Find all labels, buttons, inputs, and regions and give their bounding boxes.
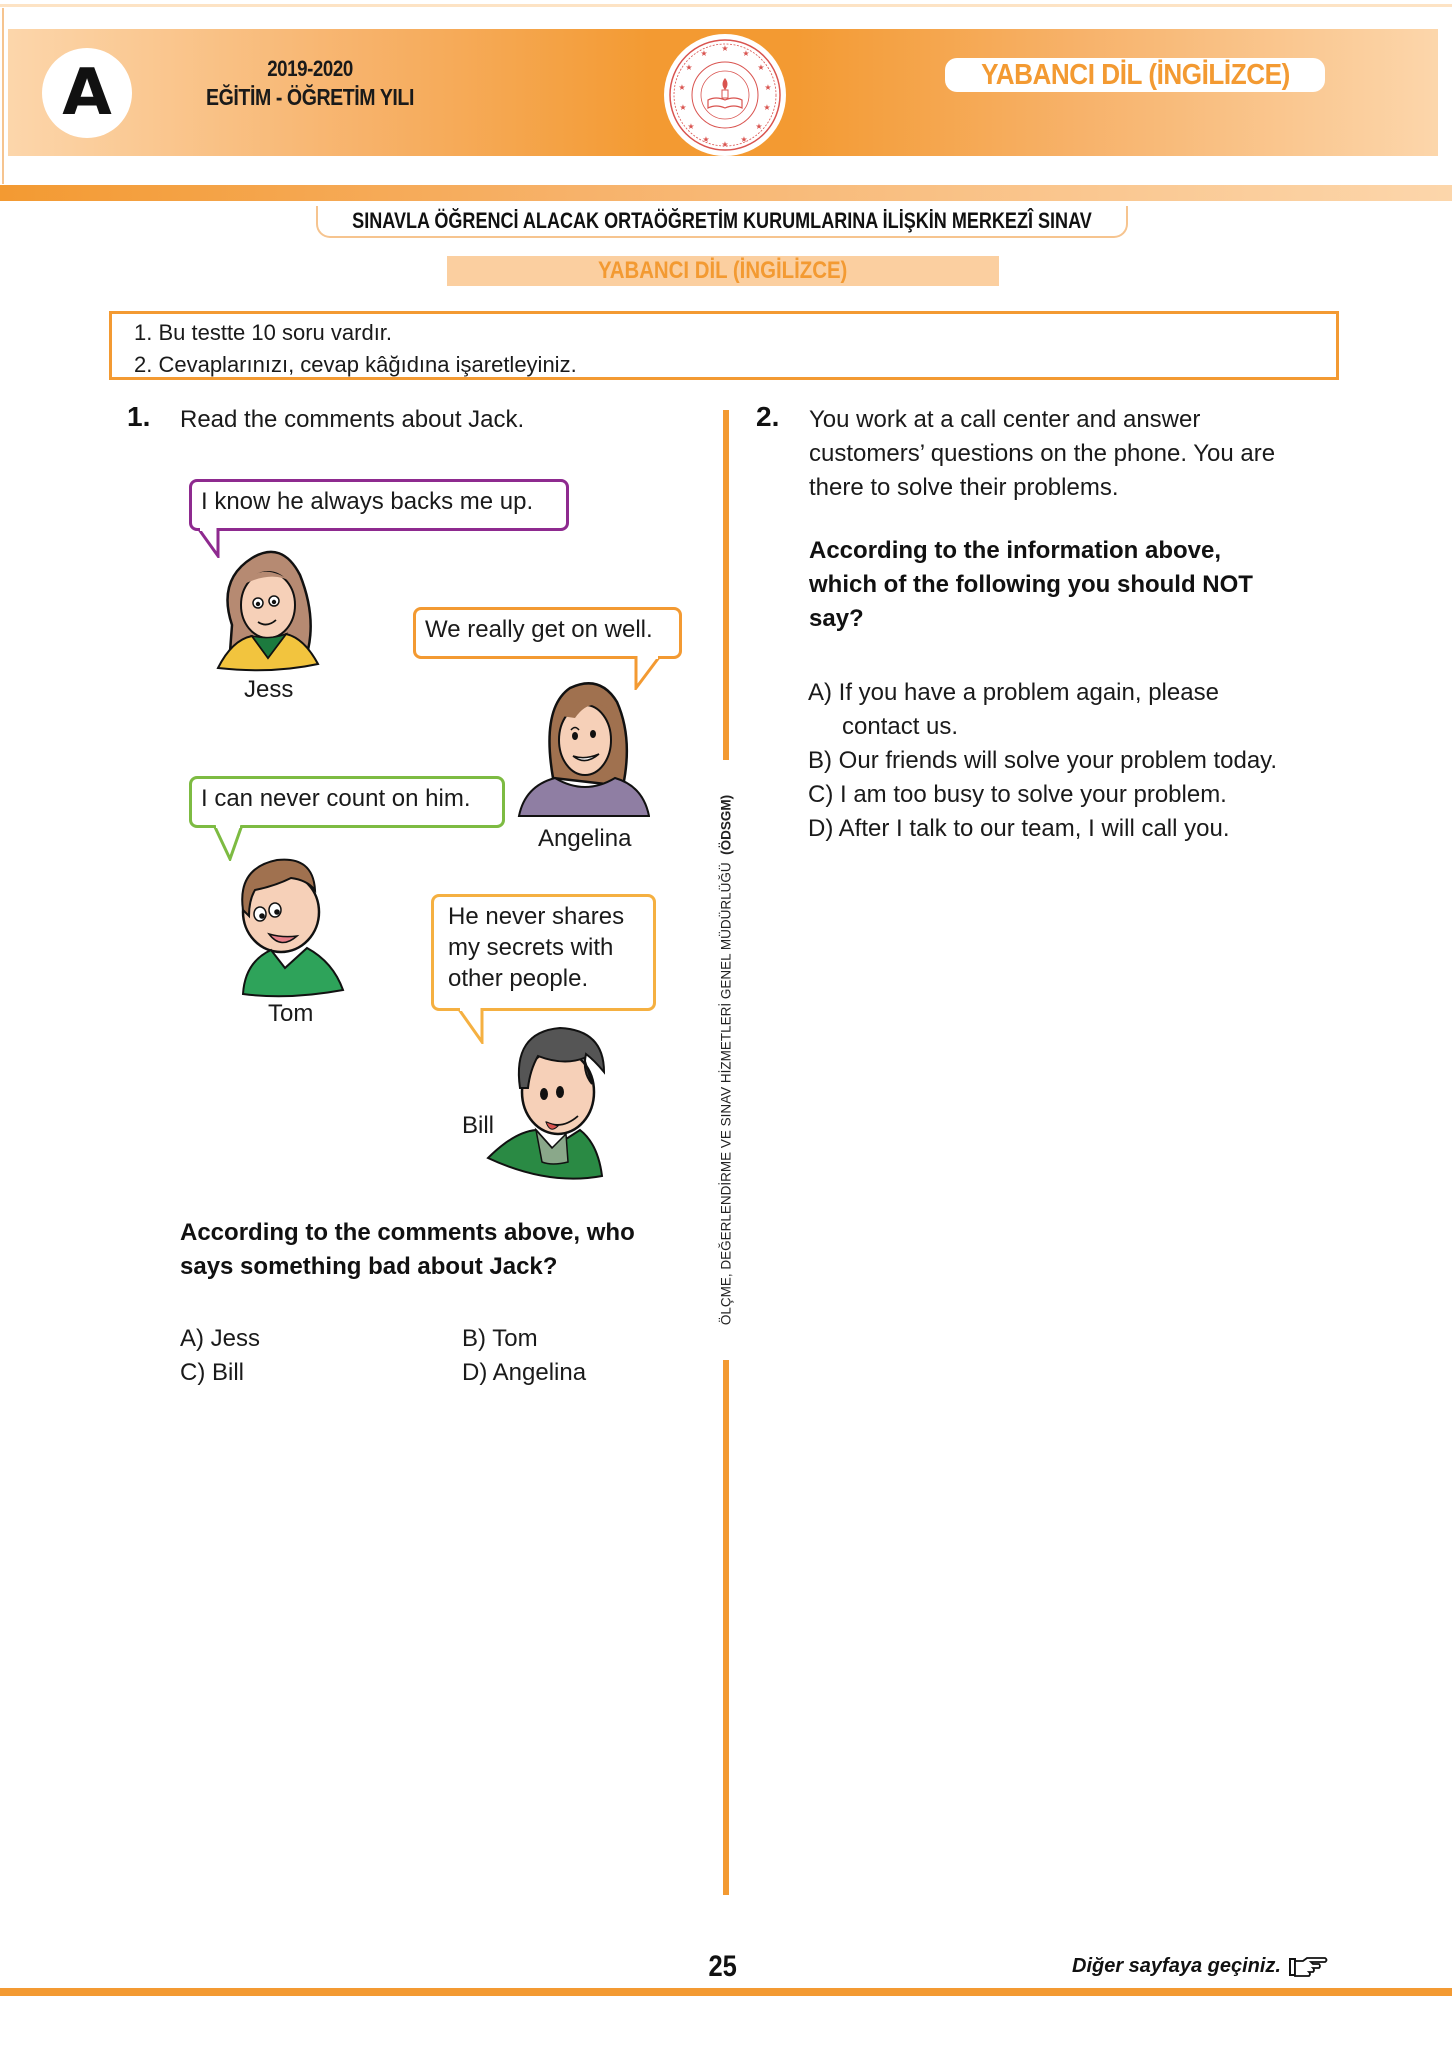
subject-pill-label: YABANCI DİL (İNGİLİZCE)	[980, 58, 1290, 91]
name-jess: Jess	[244, 676, 294, 703]
speech-bubble-jess	[189, 479, 569, 531]
option-text: Our friends will solve your problem today.	[838, 747, 1278, 774]
question-2-prompt	[809, 534, 1253, 636]
question-2-number: 2.	[756, 401, 780, 432]
option-key: A)	[808, 679, 832, 706]
question-1-number: 1.	[127, 401, 151, 432]
instruction-item: 1. Bu testte 10 soru vardır.	[134, 320, 393, 345]
prompt-line: According to the information above,	[809, 537, 1222, 564]
svg-text:★: ★	[702, 135, 710, 144]
name-angelina: Angelina	[538, 825, 632, 852]
option-key: C)	[808, 781, 834, 808]
footer-rule	[0, 1988, 1452, 1996]
option-key: B)	[462, 1325, 486, 1352]
question-2-stem	[809, 403, 1275, 505]
publisher-abbr: (ÖDSGM)	[718, 794, 734, 855]
option-text-cont: contact us.	[842, 713, 959, 740]
svg-text:★: ★	[685, 63, 693, 72]
column-divider	[723, 410, 729, 760]
prompt-line: which of the following you should NOT	[809, 571, 1253, 598]
option-key: A)	[180, 1325, 204, 1352]
bill-avatar-icon	[478, 1022, 623, 1184]
exam-title-text: SINAVLA ÖĞRENCİ ALACAK ORTAÖĞRETİM KURUMLARINA İLİŞKİN MERKEZÎ SINAV	[352, 208, 1092, 233]
option-text: Angelina	[492, 1359, 587, 1386]
q1-option-b[interactable]	[462, 1322, 538, 1356]
question-1-intro: Read the comments about Jack.	[180, 406, 525, 433]
option-text: I am too busy to solve your problem.	[840, 781, 1227, 808]
option-key: B)	[808, 747, 832, 774]
q1-option-a[interactable]	[180, 1322, 260, 1356]
option-text: If you have a problem again, please	[838, 679, 1219, 706]
option-text: After I talk to our team, I will call you.	[838, 815, 1230, 842]
option-text: Bill	[212, 1359, 245, 1386]
stem-line: customers’ questions on the phone. You are	[809, 440, 1276, 467]
instruction-item: 2. Cevaplarınızı, cevap kâğıdına işaretleyiniz.	[134, 352, 577, 377]
q1-option-d[interactable]	[462, 1356, 586, 1390]
question-1-prompt	[180, 1216, 635, 1284]
comment-bill-line: He never shares	[448, 903, 625, 930]
speech-bubble-bill	[431, 894, 656, 1011]
prompt-line: says something bad about Jack?	[180, 1253, 558, 1280]
page-number: 25	[708, 1950, 737, 1983]
angelina-avatar-icon	[515, 668, 650, 818]
option-key: C)	[180, 1359, 206, 1386]
svg-text:★: ★	[700, 49, 708, 58]
svg-text:★: ★	[764, 83, 772, 92]
header-underline	[0, 185, 1452, 201]
tom-avatar-icon	[215, 850, 350, 998]
svg-text:★: ★	[755, 122, 763, 131]
option-text: Tom	[492, 1325, 538, 1352]
q2-option-b[interactable]	[808, 744, 1277, 778]
svg-text:★: ★	[679, 103, 687, 112]
comment-bill-line: other people.	[448, 965, 589, 992]
comment-jess: I know he always backs me up.	[201, 488, 534, 515]
stem-line: You work at a call center and answer	[809, 406, 1201, 433]
academic-year-label: EĞİTİM - ÖĞRETİM YILI	[206, 84, 414, 110]
q1-option-c[interactable]	[180, 1356, 244, 1390]
svg-text:★: ★	[678, 83, 686, 92]
subject-pill	[945, 58, 1325, 92]
svg-text:★: ★	[721, 140, 729, 149]
ministry-seal-icon	[664, 34, 786, 156]
publisher-name: ÖLÇME, DEĞERLENDİRME VE SINAV HİZMETLERİ GENEL MÜDÜRLÜĞÜ	[718, 862, 734, 1326]
name-tom: Tom	[268, 1000, 314, 1027]
comment-bill-line: my secrets with	[448, 934, 614, 961]
booklet-type-badge: A	[42, 48, 132, 138]
prompt-line: According to the comments above, who	[180, 1219, 635, 1246]
prompt-line: say?	[809, 605, 864, 632]
q2-option-a[interactable]	[808, 676, 1219, 744]
speech-bubble-angelina	[413, 607, 682, 659]
jess-avatar-icon	[212, 540, 322, 672]
subject-bar-text: YABANCI DİL (İNGİLİZCE)	[598, 257, 848, 284]
stem-line: there to solve their problems.	[809, 474, 1119, 501]
comment-angelina: We really get on well.	[425, 616, 653, 643]
instructions-box	[109, 311, 1339, 380]
q2-option-d[interactable]	[808, 812, 1229, 846]
pointing-hand-icon	[1289, 1956, 1329, 1978]
exam-title	[316, 206, 1128, 238]
svg-text:★: ★	[757, 63, 765, 72]
option-text: Jess	[210, 1325, 261, 1352]
svg-text:★: ★	[763, 103, 771, 112]
name-bill: Bill	[462, 1112, 495, 1139]
academic-year	[160, 56, 460, 111]
option-key: D)	[808, 815, 834, 842]
q2-option-c[interactable]	[808, 778, 1227, 812]
column-divider	[723, 1360, 729, 1895]
top-rule	[0, 4, 1452, 7]
svg-text:★: ★	[687, 122, 695, 131]
year-label: 2019-2020	[267, 56, 353, 81]
next-page-text: Diğer sayfaya geçiniz.	[1072, 1955, 1281, 1977]
speech-bubble-tom	[189, 776, 505, 828]
subject-bar	[447, 256, 999, 286]
option-key: D)	[462, 1359, 488, 1386]
svg-text:★: ★	[742, 49, 750, 58]
publisher-vertical-label	[719, 795, 734, 1325]
next-page-hint[interactable]	[1072, 1955, 1329, 1978]
svg-text:★: ★	[721, 44, 729, 53]
svg-text:★: ★	[740, 135, 748, 144]
comment-tom: I can never count on him.	[201, 785, 471, 812]
